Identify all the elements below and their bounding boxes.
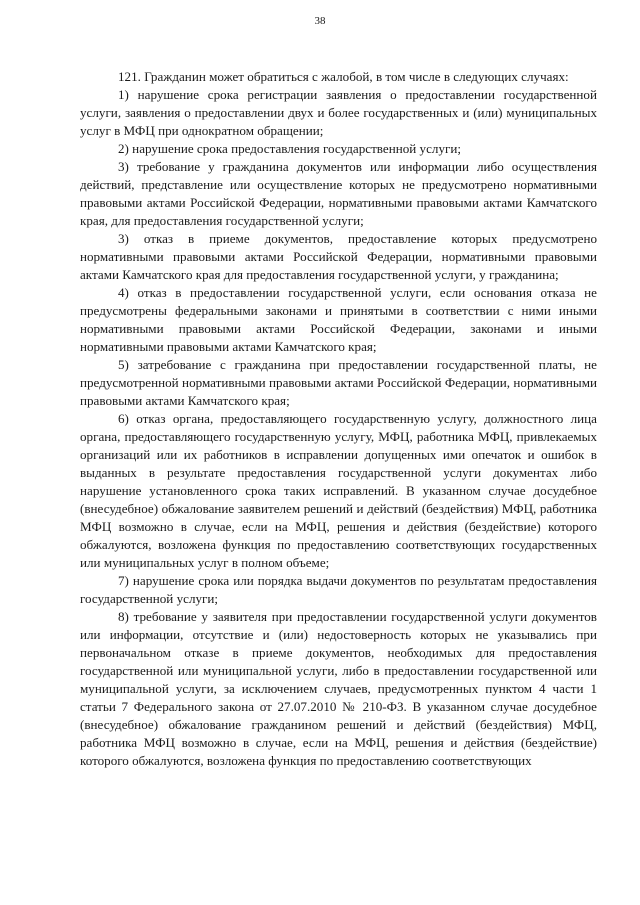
- paragraph-item-5: 5) затребование с гражданина при предоставлении государственной платы, не предусмотренной нормативными правовыми актами Российской Федерации, нормативными правовыми актами Камчатского края;: [80, 357, 597, 408]
- paragraph-item-4: 4) отказ в предоставлении государственной услуги, если основания отказа не предусмотрены федеральными законами и принятыми в соответствии с ними иными нормативными правовыми актами Российской Федерации, законами и иными нормативными правовыми актами Камчатского края;: [80, 285, 597, 354]
- paragraph-item-7: 7) нарушение срока или порядка выдачи документов по результатам предоставления государственной услуги;: [80, 573, 597, 606]
- paragraph-121-intro: 121. Гражданин может обратиться с жалобой, в том числе в следующих случаях:: [118, 69, 569, 84]
- document-body: [80, 68, 597, 770]
- paragraph-item-6: 6) отказ органа, предоставляющего государственную услугу, должностного лица органа, предоставляющего государственную услугу, МФЦ, работника МФЦ, привлекаемых организаций или их работников в исправлении допущенных ими опечаток и ошибок в выданных в результате предоставления государственной услуги документах либо нарушение установленного срока таких исправлений. В указанном случае досудебное (внесудебное) обжалование заявителем решений и действий (бездействия) МФЦ, работника МФЦ возможно в случае, если на МФЦ, решения и действия (бездействие) которого обжалуются, возложена функция по предоставлению соответствующих государственных или муниципальных услуг в полном объеме;: [80, 411, 597, 570]
- paragraph-item-2: 2) нарушение срока предоставления государственной услуги;: [118, 141, 462, 156]
- paragraph-item-1: 1) нарушение срока регистрации заявления о предоставлении государственной услуги, заявления о предоставлении двух и более государственных и (или) муниципальных услуг в МФЦ при однократном обращении;: [80, 87, 597, 138]
- paragraph-item-3a: 3) требование у гражданина документов или информации либо осуществления действий, представление или осуществление которых не предусмотрено нормативными правовыми актами Российской Федерации, нормативными правовыми актами Камчатского края, для предоставления государственной услуги;: [80, 159, 597, 228]
- paragraph-item-3b: 3) отказ в приеме документов, предоставление которых предусмотрено нормативными правовыми актами Российской Федерации, нормативными правовыми актами Камчатского края для предоставления государственной услуги, у гражданина;: [80, 231, 597, 282]
- paragraph-item-8: 8) требование у заявителя при предоставлении государственной услуги документов или информации, отсутствие и (или) недостоверность которых не указывались при первоначальном отказе в приеме документов, необходимых для предоставления государственной или муниципальной услуги, либо в предоставлении государственной или муниципальной услуги, за исключением случаев, предусмотренных пунктом 4 части 1 статьи 7 Федерального закона от 27.07.2010 № 210-ФЗ. В указанном случае досудебное (внесудебное) обжалование гражданином решений и действий (бездействия) МФЦ, работника МФЦ возможно в случае, если на МФЦ, решения и действия (бездействие) которого обжалуются, возложена функция по предоставлению соответствующих: [80, 609, 597, 768]
- page-number: 38: [314, 15, 326, 27]
